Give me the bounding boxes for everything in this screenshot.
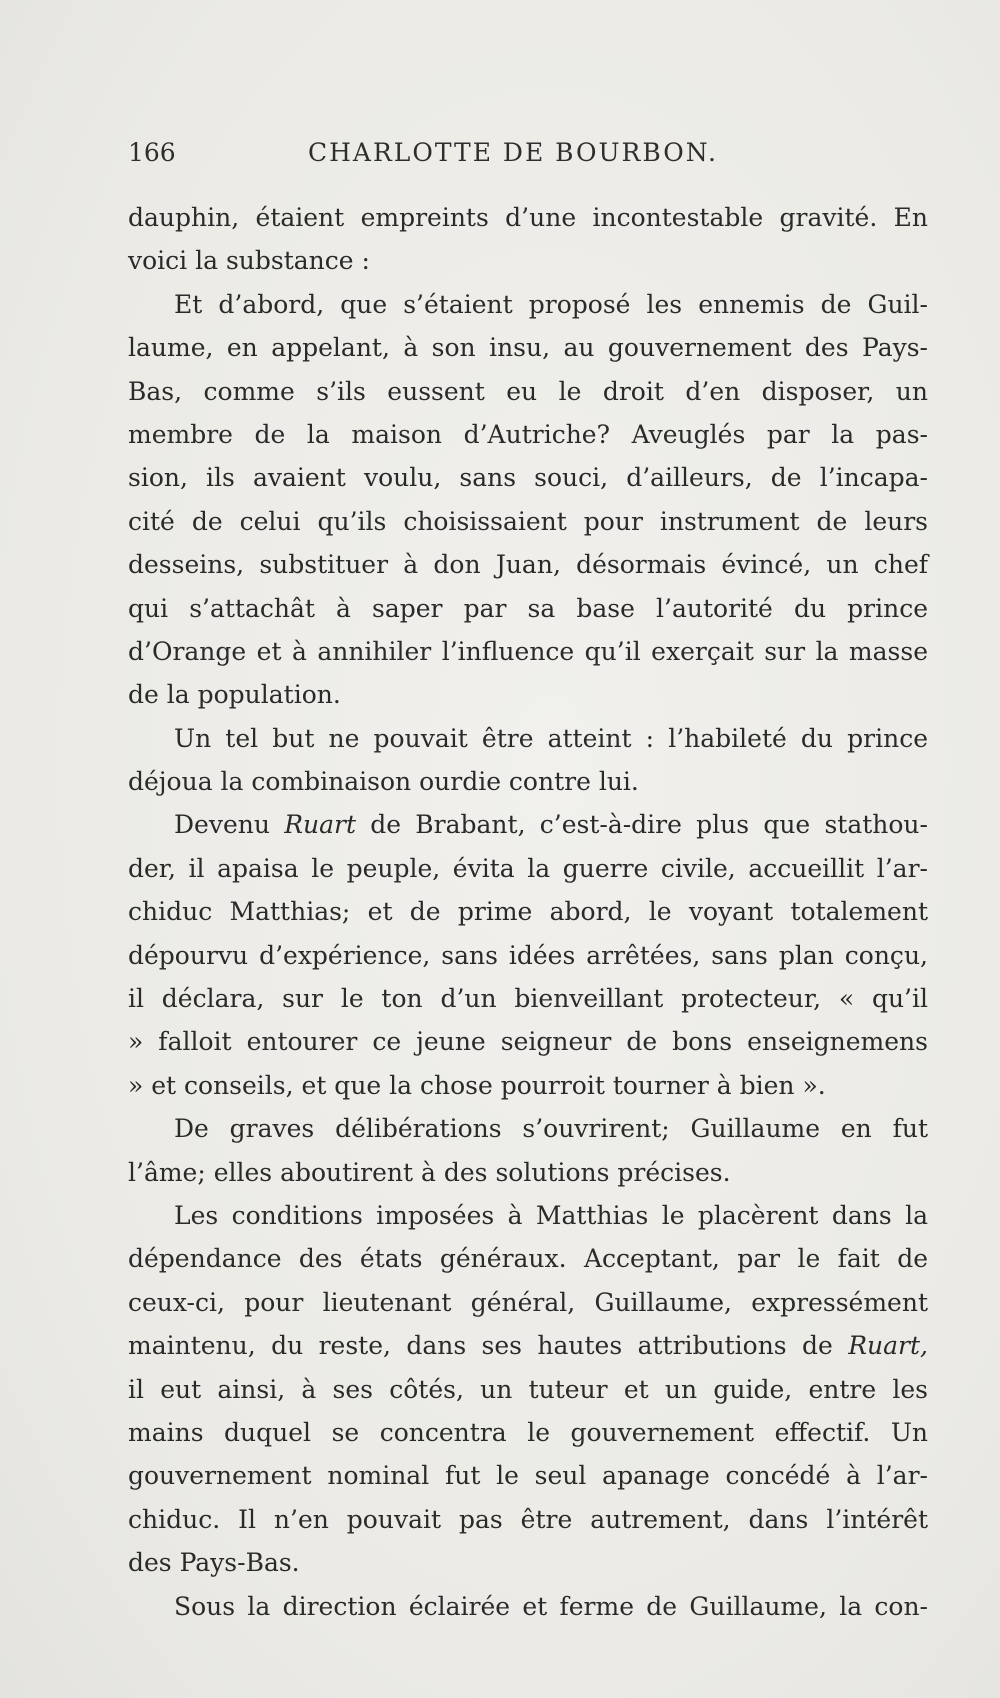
italic-term: Ruart, xyxy=(848,1331,928,1361)
text-line: De graves délibérations s’ouvrirent; Guillaume en fut xyxy=(174,1114,928,1144)
page-text xyxy=(128,138,928,1628)
text-line: chiduc. Il n’en pouvait pas être autrement, dans l’intérêt xyxy=(128,1504,928,1534)
page-number: 166 xyxy=(128,138,176,167)
text-line: voici la substance : xyxy=(128,246,370,276)
text-line: Bas, comme s’ils eussent eu le droit d’en disposer, un xyxy=(128,376,928,406)
text-line: dauphin, étaient empreints d’une incontestable gravité. En xyxy=(128,203,928,232)
text-line xyxy=(128,1324,928,1367)
text-line: ceux-ci, pour lieutenant général, Guillaume, expressément xyxy=(128,1287,928,1317)
text-line: Sous la direction éclairée et ferme de Guillaume, la con- xyxy=(174,1591,928,1621)
text-line: il eut ainsi, à ses côtés, un tuteur et un guide, entre les xyxy=(128,1374,928,1404)
text-line: chiduc Matthias; et de prime abord, le voyant totalement xyxy=(128,897,928,927)
text-line: Les conditions imposées à Matthias le placèrent dans la xyxy=(174,1200,928,1230)
text-line: desseins, substituer à don Juan, désormais évincé, un chef xyxy=(128,550,928,580)
text-line: dépourvu d’expérience, sans idées arrêtées, sans plan conçu, xyxy=(128,940,928,970)
text-line: l’âme; elles aboutirent à des solutions précises. xyxy=(128,1157,731,1187)
text-line: » et conseils, et que la chose pourroit tourner à bien ». xyxy=(128,1070,826,1100)
text-line: il déclara, sur le ton d’un bienveillant protecteur, « qu’il xyxy=(128,984,928,1014)
italic-term: Ruart xyxy=(284,810,357,840)
text-line: mains duquel se concentra le gouvernement effectif. Un xyxy=(128,1417,928,1447)
text-line: laume, en appelant, à son insu, au gouvernement des Pays- xyxy=(128,333,928,363)
text-line xyxy=(128,803,928,846)
text-line: gouvernement nominal fut le seul apanage concédé à l’ar- xyxy=(128,1461,928,1491)
text-line: de la population. xyxy=(128,680,341,710)
page-header xyxy=(128,138,928,196)
text-line: qui s’attachât à saper par sa base l’autorité du prince xyxy=(128,593,928,623)
text-segment: maintenu, du reste, dans ses hautes attributions de xyxy=(128,1331,833,1361)
text-line: sion, ils avaient voulu, sans souci, d’ailleurs, de l’incapa- xyxy=(128,463,928,493)
text-line: Et d’abord, que s’étaient proposé les ennemis de Guil- xyxy=(174,289,928,319)
running-head: CHARLOTTE DE BOURBON. xyxy=(308,138,718,167)
text-line: des Pays-Bas. xyxy=(128,1548,300,1578)
text-line: Un tel but ne pouvait être atteint : l’habileté du prince xyxy=(174,723,928,753)
text-segment: de Brabant, c’est-à-dire plus que stathou- xyxy=(370,810,928,840)
text-line: déjoua la combinaison ourdie contre lui. xyxy=(128,767,639,797)
text-line: d’Orange et à annihiler l’influence qu’il exerçait sur la masse xyxy=(128,636,928,666)
text-line: dépendance des états généraux. Acceptant, par le fait de xyxy=(128,1244,928,1274)
text-line: membre de la maison d’Autriche? Aveuglés par la pas- xyxy=(128,419,928,449)
text-line: der, il apaisa le peuple, évita la guerre civile, accueillit l’ar- xyxy=(128,853,928,883)
text-line: » falloit entourer ce jeune seigneur de bons enseignemens xyxy=(128,1027,928,1057)
text-line: cité de celui qu’ils choisissaient pour instrument de leurs xyxy=(128,506,928,536)
text-segment: Devenu xyxy=(174,810,270,840)
